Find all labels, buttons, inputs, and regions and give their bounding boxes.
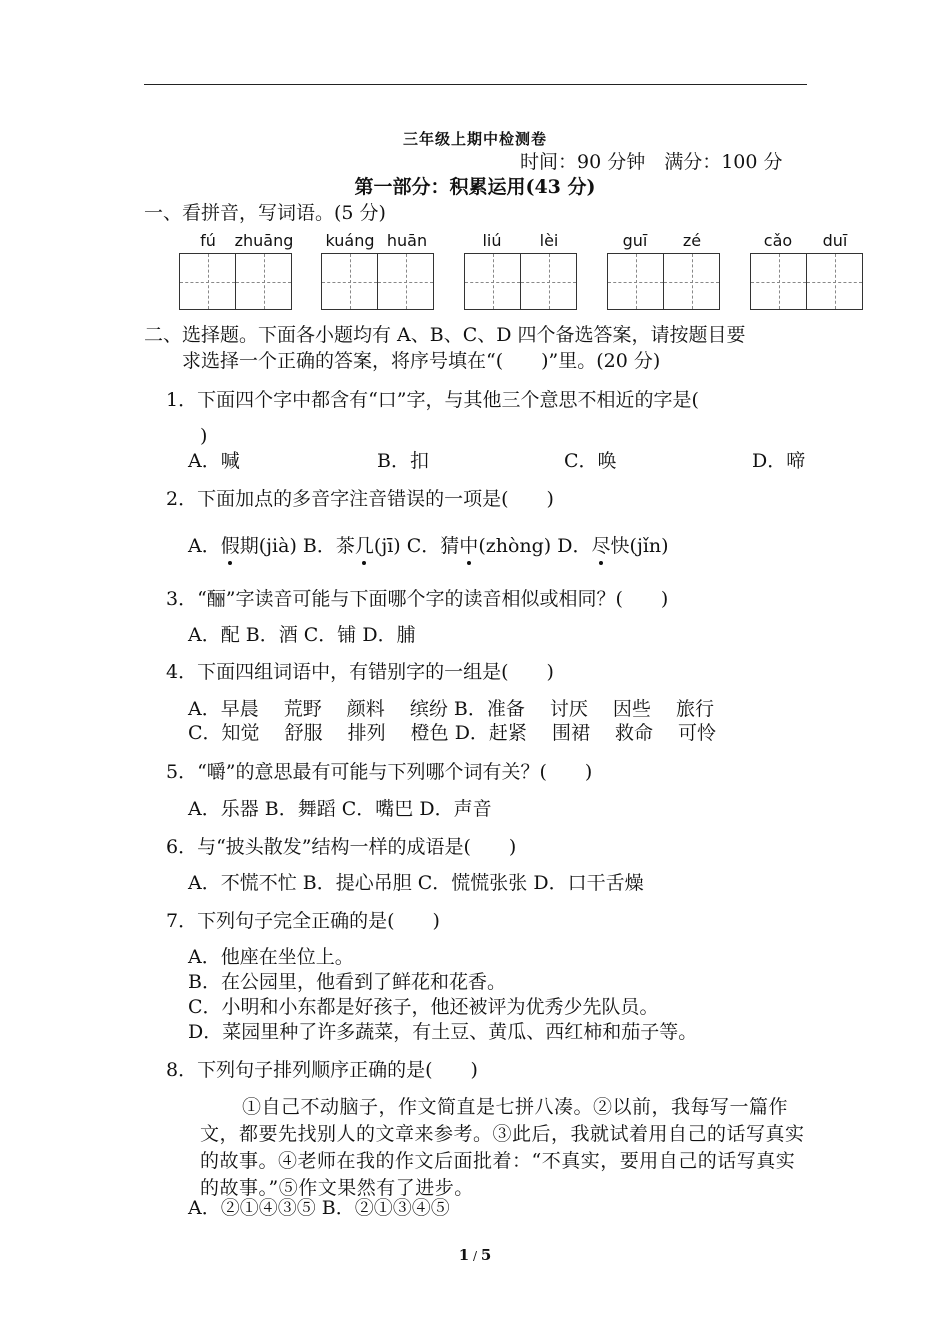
writing-box[interactable]	[806, 253, 863, 310]
writing-box[interactable]	[520, 253, 577, 310]
q2-option-d[interactable]	[557, 535, 668, 557]
q2-d-label: D．	[557, 535, 592, 557]
q7-option-b[interactable]: B．在公园里，他看到了鲜花和花香。	[188, 971, 506, 993]
exam-title: 三年级上期中检测卷	[402, 130, 547, 148]
q7-option-a[interactable]: A．他座在坐位上。	[188, 946, 354, 968]
time-info: 时间：90 分钟 满分：100 分	[520, 151, 783, 173]
q2-b-dotted-char: 几	[354, 535, 374, 557]
part1-title: 第一部分：积累运用(43 分)	[354, 176, 596, 198]
q1-stem: 1．下面四个字中都含有“口”字，与其他三个意思不相近的字是(	[166, 389, 699, 411]
pinyin-4b: zé	[682, 231, 702, 250]
pinyin-5b: duī	[822, 231, 848, 250]
q6-options[interactable]: A．不慌不忙 B．提心吊胆 C．慌慌张张 D．口干舌燥	[188, 872, 644, 894]
q2-b-label: B．茶	[302, 535, 355, 557]
writing-box[interactable]	[464, 253, 521, 310]
writing-box[interactable]	[607, 253, 664, 310]
q2-option-c[interactable]	[407, 535, 551, 557]
writing-box[interactable]	[321, 253, 378, 310]
header-rule	[144, 84, 807, 85]
section2-heading-line1: 二、选择题。下面各小题均有 A、B、C、D 四个备选答案，请按题目要	[144, 324, 746, 346]
q2-d-rest: 快(jǐn)	[610, 535, 669, 557]
q8-options[interactable]: A．②①④③⑤ B．②①③④⑤	[188, 1197, 450, 1219]
writing-box[interactable]	[663, 253, 720, 310]
q1-option-d[interactable]: D．啼	[752, 450, 806, 472]
q2-b-rest: (jī)	[373, 535, 401, 557]
q1-option-a[interactable]: A．喊	[188, 450, 240, 472]
q4-options-line2[interactable]: C．知觉 舒服 排列 橙色 D．赶紧 围裙 救命 可怜	[188, 722, 717, 744]
q2-a-label: A．	[188, 535, 221, 557]
writing-box[interactable]	[235, 253, 292, 310]
q2-a-rest: 期(jià)	[239, 535, 297, 557]
page-separator: /	[469, 1249, 481, 1263]
q8-stem: 8．下列句子排列顺序正确的是( )	[166, 1059, 478, 1081]
pinyin-3b: lèi	[539, 231, 559, 250]
pinyin-3a: liú	[482, 231, 502, 250]
q2-a-dotted-char: 假	[220, 535, 240, 557]
pinyin-1a: fú	[200, 231, 216, 250]
pinyin-2b: huān	[386, 231, 428, 250]
pinyin-1b: zhuāng	[234, 231, 294, 250]
q6-stem: 6．与“披头散发”结构一样的成语是( )	[166, 836, 517, 858]
q2-option-a[interactable]	[188, 535, 297, 557]
writing-box[interactable]	[750, 253, 807, 310]
q4-options-line1[interactable]: A．早晨 荒野 颜料 缤纷 B．准备 讨厌 因些 旅行	[188, 698, 714, 720]
pinyin-5a: cǎo	[763, 231, 793, 250]
q2-c-dotted-char: 中	[459, 535, 479, 557]
pinyin-2a: kuáng	[325, 231, 375, 250]
q1-option-b[interactable]: B．扣	[377, 450, 429, 472]
q5-options[interactable]: A．乐器 B．舞蹈 C．嘴巴 D．声音	[188, 798, 492, 820]
q2-d-dotted-char: 尽	[591, 535, 611, 557]
q1-stem-end: )	[200, 425, 208, 447]
page-total: 5	[480, 1246, 492, 1264]
q4-stem: 4．下面四组词语中，有错别字的一组是( )	[166, 661, 554, 683]
q2-option-b[interactable]	[303, 535, 401, 557]
q2-stem: 2．下面加点的多音字注音错误的一项是( )	[166, 488, 554, 510]
section2-heading-line2: 求选择一个正确的答案，将序号填在“( )”里。(20 分)	[182, 350, 661, 372]
page-current: 1	[458, 1246, 470, 1264]
q2-options	[188, 534, 669, 558]
q7-option-c[interactable]: C．小明和小东都是好孩子，他还被评为优秀少先队员。	[188, 996, 659, 1018]
page-number	[0, 1246, 950, 1264]
writing-box[interactable]	[377, 253, 434, 310]
section1-heading: 一、看拼音，写词语。(5 分)	[144, 202, 386, 224]
q1-option-c[interactable]: C．唤	[564, 450, 617, 472]
q3-options[interactable]: A．配 B．酒 C．铺 D．脯	[188, 624, 416, 646]
q2-c-rest: (zhòng)	[478, 535, 552, 557]
q5-stem: 5．“嚼”的意思最有可能与下列哪个词有关？( )	[166, 761, 593, 783]
writing-box[interactable]	[179, 253, 236, 310]
q3-stem: 3．“酾”字读音可能与下面哪个字的读音相似或相同？( )	[166, 588, 669, 610]
q7-stem: 7．下列句子完全正确的是( )	[166, 910, 440, 932]
q7-option-d[interactable]: D．菜园里种了许多蔬菜，有土豆、黄瓜、西红柿和茄子等。	[188, 1021, 698, 1043]
q8-paragraph: ①自己不动脑子，作文简直是七拼八凑。②以前，我每写一篇作文，都要先找别人的文章来参考。③此后，我就试着用自己的话写真实的故事。④老师在我的作文后面批着：“不真实，要用自己的话写真实的故事。”⑤作文果然有了进步。	[200, 1096, 805, 1199]
q2-c-label: C．猜	[406, 535, 460, 557]
pinyin-4a: guī	[622, 231, 648, 250]
